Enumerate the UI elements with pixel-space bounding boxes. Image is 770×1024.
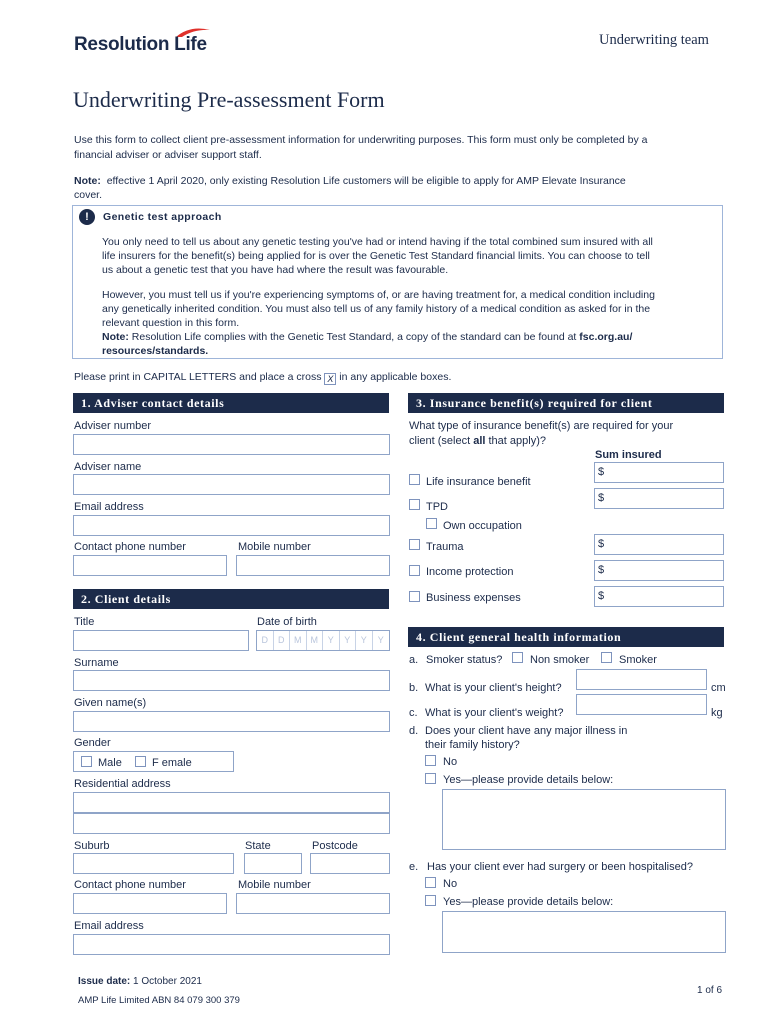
adviser-email-label: Email address <box>74 501 144 513</box>
genetic-p1-line-2: life insurers for the benefit(s) being applied for is over the Genetic Test Standard financial limits. You can choose to tell <box>102 250 650 262</box>
surname-label: Surname <box>74 657 119 669</box>
genetic-note-text: Resolution Life complies with the Genetic Test Standard, a copy of the standard can be found at <box>131 331 577 343</box>
section-1-header: 1. Adviser contact details <box>73 393 389 413</box>
state-label: State <box>245 840 271 852</box>
intro-note-line-1 <box>74 174 626 189</box>
surgery-details-field[interactable] <box>442 911 726 953</box>
business-expenses-label: Business expenses <box>426 592 521 604</box>
question-d-line-2: their family history? <box>425 739 520 751</box>
dob-month-1: M <box>290 631 307 650</box>
section-3-header: 3. Insurance benefit(s) required for client <box>408 393 724 413</box>
client-email-label: Email address <box>74 920 144 932</box>
family-history-no-label: No <box>443 756 458 768</box>
brand-logo <box>74 28 234 58</box>
dob-field[interactable] <box>256 630 390 651</box>
genetic-callout <box>72 205 723 359</box>
life-insurance-checkbox[interactable] <box>409 474 420 485</box>
question-d-number: d. <box>409 725 419 737</box>
height-unit: cm <box>711 682 726 694</box>
question-d-line-1: Does your client have any major illness in <box>425 725 628 737</box>
trauma-sum-field[interactable] <box>594 534 724 555</box>
client-phone-label: Contact phone number <box>74 879 186 891</box>
family-history-yes-label: Yes—please provide details below: <box>443 774 614 786</box>
gender-female-checkbox[interactable] <box>135 756 146 767</box>
genetic-note-line-1 <box>102 330 632 345</box>
issue-date <box>78 976 202 987</box>
tpd-currency: $ <box>598 492 605 504</box>
question-c-text: What is your client's weight? <box>425 707 564 719</box>
intro-note-label: Note: <box>74 175 101 187</box>
smoker-label: Smoker <box>619 654 657 666</box>
issue-date-value: 1 October 2021 <box>133 976 202 987</box>
adviser-name-field[interactable] <box>73 474 390 495</box>
benefits-question-post: that apply)? <box>485 435 546 447</box>
benefits-question-pre: client (select <box>409 435 474 447</box>
adviser-name-label: Adviser name <box>74 461 142 473</box>
benefits-question-bold: all <box>473 435 486 447</box>
weight-unit: kg <box>711 707 723 719</box>
client-title-field[interactable] <box>73 630 249 651</box>
genetic-p2-line-3: relevant question in this form. <box>102 317 240 329</box>
business-sum-field[interactable] <box>594 586 724 607</box>
intro-line-2: financial adviser or adviser support staff. <box>74 149 262 161</box>
gender-label: Gender <box>74 737 111 749</box>
income-protection-label: Income protection <box>426 566 514 578</box>
company-abn: AMP Life Limited ABN 84 079 300 379 <box>78 995 240 1006</box>
instruction-line <box>74 370 451 385</box>
surgery-no-checkbox[interactable] <box>425 877 436 888</box>
address-line-2-field[interactable] <box>73 813 390 834</box>
suburb-label: Suburb <box>74 840 110 852</box>
life-sum-field[interactable] <box>594 462 724 483</box>
address-line-1-field[interactable] <box>73 792 390 813</box>
gender-male-checkbox[interactable] <box>81 756 92 767</box>
surgery-no-label: No <box>443 878 458 890</box>
client-phone-field[interactable] <box>73 893 227 914</box>
surname-field[interactable] <box>73 670 390 691</box>
question-a-number: a. <box>409 654 419 666</box>
life-insurance-label: Life insurance benefit <box>426 476 531 488</box>
genetic-note-label: Note: <box>102 331 129 343</box>
adviser-phone-field[interactable] <box>73 555 227 576</box>
income-currency: $ <box>598 564 605 576</box>
adviser-phone-label: Contact phone number <box>74 541 186 553</box>
page-title: Underwriting Pre-assessment Form <box>73 87 385 112</box>
life-currency: $ <box>598 466 605 478</box>
trauma-label: Trauma <box>426 541 464 553</box>
family-history-no-checkbox[interactable] <box>425 755 436 766</box>
surgery-yes-checkbox[interactable] <box>425 895 436 906</box>
height-field[interactable] <box>576 669 707 690</box>
dob-year-2: Y <box>340 631 357 650</box>
dob-year-4: Y <box>377 635 384 645</box>
client-mobile-field[interactable] <box>236 893 390 914</box>
trauma-checkbox[interactable] <box>409 539 420 550</box>
adviser-email-field[interactable] <box>73 515 390 536</box>
suburb-field[interactable] <box>73 853 234 874</box>
family-history-details-field[interactable] <box>442 789 726 850</box>
genetic-link-part-2[interactable]: resources/standards. <box>102 345 209 357</box>
given-names-label: Given name(s) <box>74 697 147 709</box>
postcode-field[interactable] <box>310 853 390 874</box>
dob-label: Date of birth <box>257 616 317 628</box>
address-label: Residential address <box>74 778 171 790</box>
weight-field[interactable] <box>576 694 707 715</box>
sum-insured-header: Sum insured <box>595 449 662 461</box>
adviser-number-field[interactable] <box>73 434 390 455</box>
tpd-label: TPD <box>426 501 448 513</box>
given-names-field[interactable] <box>73 711 390 732</box>
question-c-number: c. <box>409 707 418 719</box>
state-field[interactable] <box>244 853 302 874</box>
dob-year-3: Y <box>356 631 373 650</box>
team-label: Underwriting team <box>599 32 709 48</box>
sample-cross-glyph: X <box>327 374 334 384</box>
genetic-p2-line-1: However, you must tell us if you're experiencing symptoms of, or are having treatment for, a medical condition including <box>102 289 655 301</box>
benefits-question-line-2 <box>409 435 546 447</box>
own-occupation-checkbox[interactable] <box>426 518 437 529</box>
genetic-p1-line-1: You only need to tell us about any genetic testing you've had or intend having if the total combined sum insured with all <box>102 236 653 248</box>
dob-month-2: M <box>307 631 324 650</box>
section-2-header: 2. Client details <box>73 589 389 609</box>
question-b-number: b. <box>409 682 419 694</box>
gender-female-label: F emale <box>152 757 192 769</box>
genetic-link-part-1[interactable]: fsc.org.au/ <box>579 331 633 343</box>
logo-text: Resolution Life <box>74 34 207 55</box>
postcode-label: Postcode <box>312 840 358 852</box>
question-e-number: e. <box>409 861 419 873</box>
smoker-checkbox[interactable] <box>601 652 612 663</box>
alert-icon <box>79 209 95 225</box>
intro-note-line-2: cover. <box>74 189 103 201</box>
adviser-number-label: Adviser number <box>74 420 152 432</box>
dob-day-2: D <box>274 631 291 650</box>
question-b-text: What is your client's height? <box>425 682 562 694</box>
genetic-p2-line-2: any genetically inherited condition. You must also tell us of any family history of a medical condition as asked for in the <box>102 303 651 315</box>
question-a-text: Smoker status? <box>426 654 503 666</box>
tpd-checkbox[interactable] <box>409 499 420 510</box>
income-protection-checkbox[interactable] <box>409 565 420 576</box>
dob-day-1: D <box>257 631 274 650</box>
non-smoker-checkbox[interactable] <box>512 652 523 663</box>
non-smoker-label: Non smoker <box>530 654 590 666</box>
genetic-title: Genetic test approach <box>103 211 222 223</box>
surgery-yes-label: Yes—please provide details below: <box>443 896 614 908</box>
sample-cross-box <box>324 373 336 385</box>
instruction-before: Please print in CAPITAL LETTERS and place a cross <box>74 371 322 383</box>
adviser-mobile-label: Mobile number <box>238 541 311 553</box>
gender-male-label: Male <box>98 757 122 769</box>
section-4-header: 4. Client general health information <box>408 627 724 647</box>
dob-year-1: Y <box>323 631 340 650</box>
trauma-currency: $ <box>598 538 605 550</box>
client-mobile-label: Mobile number <box>238 879 311 891</box>
family-history-yes-checkbox[interactable] <box>425 773 436 784</box>
income-sum-field[interactable] <box>594 560 724 581</box>
alert-icon-glyph: ! <box>85 211 89 223</box>
tpd-sum-field[interactable] <box>594 488 724 509</box>
client-email-field[interactable] <box>73 934 390 955</box>
question-e-text: Has your client ever had surgery or been hospitalised? <box>427 861 693 873</box>
adviser-mobile-field[interactable] <box>236 555 390 576</box>
business-currency: $ <box>598 590 605 602</box>
issue-date-label: Issue date: <box>78 976 131 987</box>
intro-note-text: effective 1 April 2020, only existing Resolution Life customers will be eligible to apply for AMP Elevate Insurance <box>106 175 626 187</box>
client-title-label: Title <box>74 616 95 628</box>
own-occupation-label: Own occupation <box>443 520 522 532</box>
intro-line-1: Use this form to collect client pre-assessment information for underwriting purposes. This form must only be completed by a <box>74 134 648 146</box>
business-expenses-checkbox[interactable] <box>409 591 420 602</box>
genetic-p1-line-3: us about a genetic test that you have had where the result was favourable. <box>102 264 449 276</box>
benefits-question-line-1: What type of insurance benefit(s) are required for your <box>409 420 674 432</box>
instruction-after: in any applicable boxes. <box>339 371 452 383</box>
page-number: 1 of 6 <box>697 985 723 996</box>
